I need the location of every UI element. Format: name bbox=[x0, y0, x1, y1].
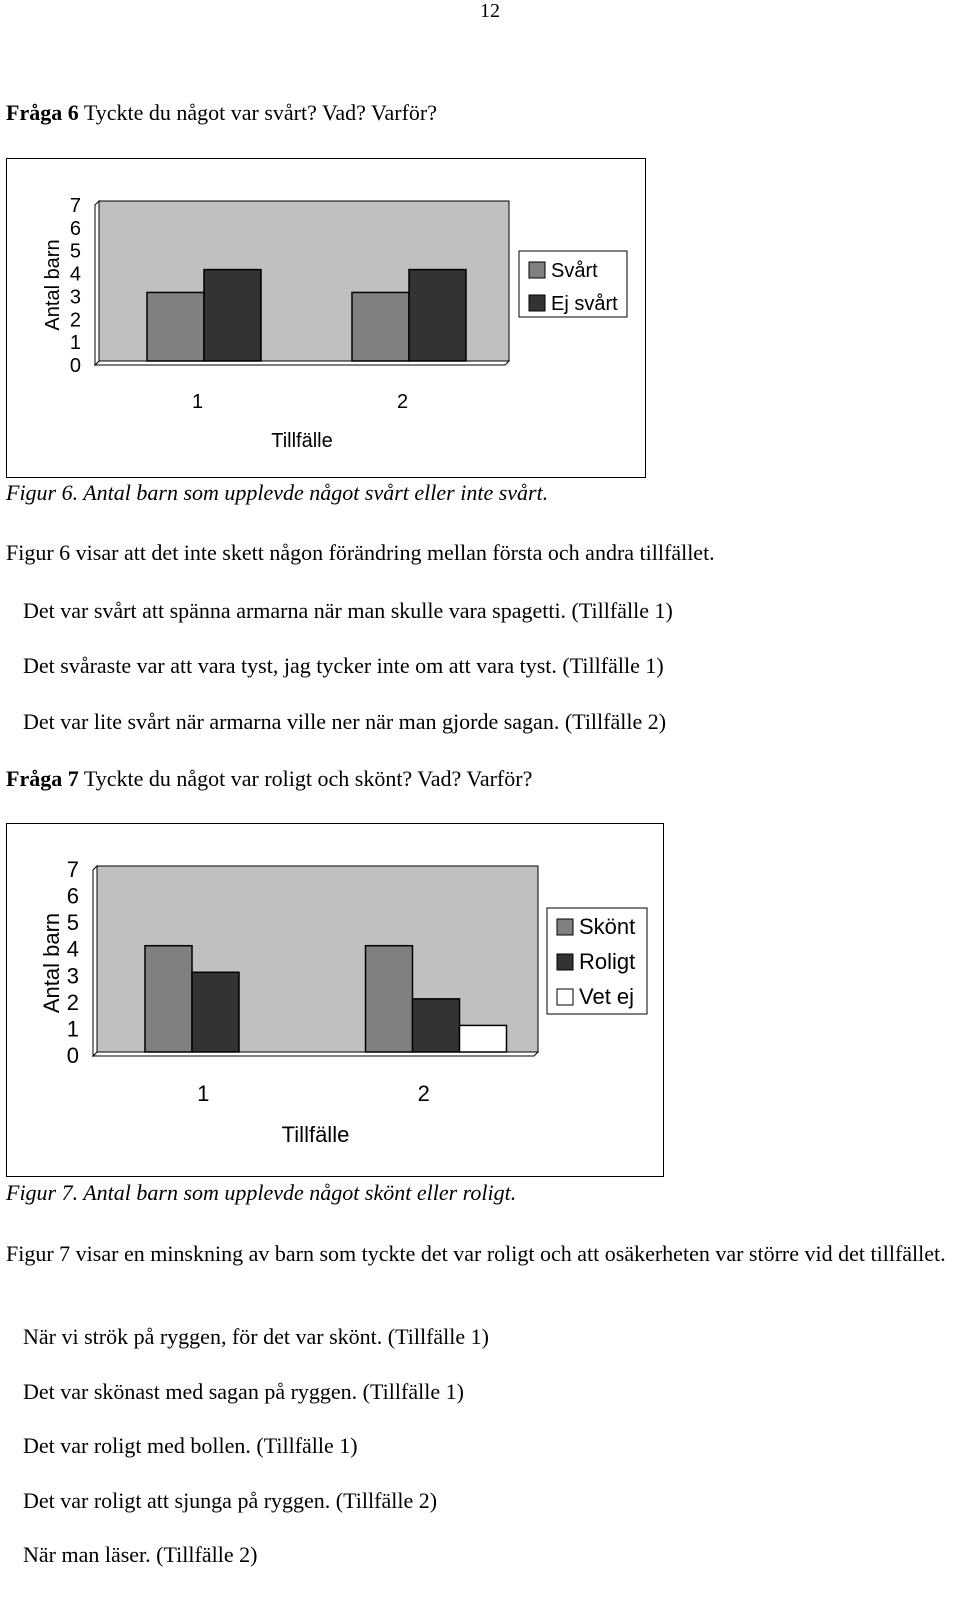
y-tick-label: 7 bbox=[69, 195, 81, 217]
figure-6-svg bbox=[7, 159, 645, 477]
y-tick-label: 6 bbox=[69, 217, 81, 240]
legend-swatch bbox=[529, 262, 545, 278]
legend-label: Ej svårt bbox=[551, 293, 618, 315]
legend-swatch bbox=[557, 954, 573, 970]
figure-6-quote-1: Det var svårt att spänna armarna när man skulle vara spagetti. (Tillfälle 1) bbox=[23, 598, 673, 623]
y-tick-label: 0 bbox=[66, 1043, 79, 1068]
figure-7-text: Figur 7 visar en minskning av barn som tyckte det var roligt och att osäkerheten var större vid det tillfället. bbox=[6, 1241, 946, 1266]
question-6-text: Tyckte du något var svårt? Vad? Varför? bbox=[83, 100, 437, 125]
bar bbox=[147, 292, 204, 361]
y-tick-label: 0 bbox=[69, 355, 81, 377]
y-tick-label: 3 bbox=[66, 963, 79, 989]
figure-6-caption: Figur 6. Antal barn som upplevde något svårt eller inte svårt. bbox=[6, 480, 549, 505]
bar bbox=[409, 270, 466, 361]
legend-label: Skönt bbox=[579, 914, 636, 939]
y-tick-label: 2 bbox=[69, 309, 81, 332]
y-tick-label: 5 bbox=[69, 240, 81, 263]
plot-side-wall bbox=[95, 201, 99, 365]
y-axis-label: Antal barn bbox=[39, 912, 64, 1014]
legend-swatch bbox=[529, 295, 545, 311]
question-7-text: Tyckte du något var roligt och skönt? Vad? Varför? bbox=[83, 766, 533, 791]
x-axis-label: Tillfälle bbox=[281, 1122, 350, 1147]
plot-side-wall bbox=[93, 866, 97, 1056]
y-axis-label: Antal barn bbox=[42, 239, 64, 331]
x-axis-label: Tillfälle bbox=[271, 430, 333, 452]
bar bbox=[366, 946, 413, 1052]
x-tick-label: 1 bbox=[191, 391, 204, 413]
figure-6-chart bbox=[6, 158, 646, 478]
figure-6-text: Figur 6 visar att det inte skett någon förändring mellan första och andra tillfället. bbox=[6, 540, 715, 565]
figure-7-quote-1: När vi strök på ryggen, för det var skönt. (Tillfälle 1) bbox=[23, 1324, 489, 1349]
bar bbox=[413, 999, 460, 1052]
legend-label: Roligt bbox=[579, 949, 636, 974]
figure-7-quote-3: Det var roligt med bollen. (Tillfälle 1) bbox=[23, 1433, 358, 1458]
bar bbox=[204, 270, 261, 361]
bar bbox=[352, 292, 409, 361]
figure-7-chart bbox=[6, 823, 664, 1177]
page-number: 12 bbox=[480, 0, 500, 22]
bar bbox=[192, 972, 239, 1052]
y-tick-label: 4 bbox=[69, 263, 81, 286]
y-tick-label: 1 bbox=[69, 332, 81, 355]
bar bbox=[145, 946, 192, 1052]
figure-7-svg bbox=[7, 824, 663, 1176]
legend-label: Svårt bbox=[551, 260, 598, 282]
x-tick-label: 2 bbox=[417, 1081, 430, 1106]
x-tick-label: 1 bbox=[197, 1081, 210, 1106]
legend-swatch bbox=[557, 919, 573, 935]
question-6 bbox=[6, 100, 437, 126]
y-tick-label: 7 bbox=[66, 857, 79, 882]
y-tick-label: 2 bbox=[66, 989, 79, 1015]
figure-7-quote-5: När man läser. (Tillfälle 2) bbox=[23, 1542, 258, 1567]
bar bbox=[460, 1025, 507, 1052]
legend-swatch bbox=[557, 989, 573, 1005]
figure-6-quote-2: Det svåraste var att vara tyst, jag tycker inte om att vara tyst. (Tillfälle 1) bbox=[23, 653, 664, 678]
y-tick-label: 6 bbox=[66, 883, 79, 909]
legend-label: Vet ej bbox=[579, 984, 635, 1009]
figure-6-quote-3: Det var lite svårt när armarna ville ner när man gjorde sagan. (Tillfälle 2) bbox=[23, 709, 667, 734]
question-7 bbox=[6, 766, 532, 792]
figure-7-quote-2: Det var skönast med sagan på ryggen. (Tillfälle 1) bbox=[23, 1379, 464, 1404]
figure-7-quote-4: Det var roligt att sjunga på ryggen. (Tillfälle 2) bbox=[23, 1488, 438, 1513]
y-tick-label: 5 bbox=[66, 910, 79, 936]
y-tick-label: 3 bbox=[69, 286, 81, 309]
y-tick-label: 1 bbox=[66, 1016, 79, 1042]
y-tick-label: 4 bbox=[66, 936, 79, 962]
question-6-label: Fråga 6 bbox=[6, 100, 79, 125]
figure-7-caption: Figur 7. Antal barn som upplevde något skönt eller roligt. bbox=[6, 1180, 517, 1205]
x-tick-label: 2 bbox=[396, 391, 409, 413]
question-7-label: Fråga 7 bbox=[6, 766, 79, 791]
